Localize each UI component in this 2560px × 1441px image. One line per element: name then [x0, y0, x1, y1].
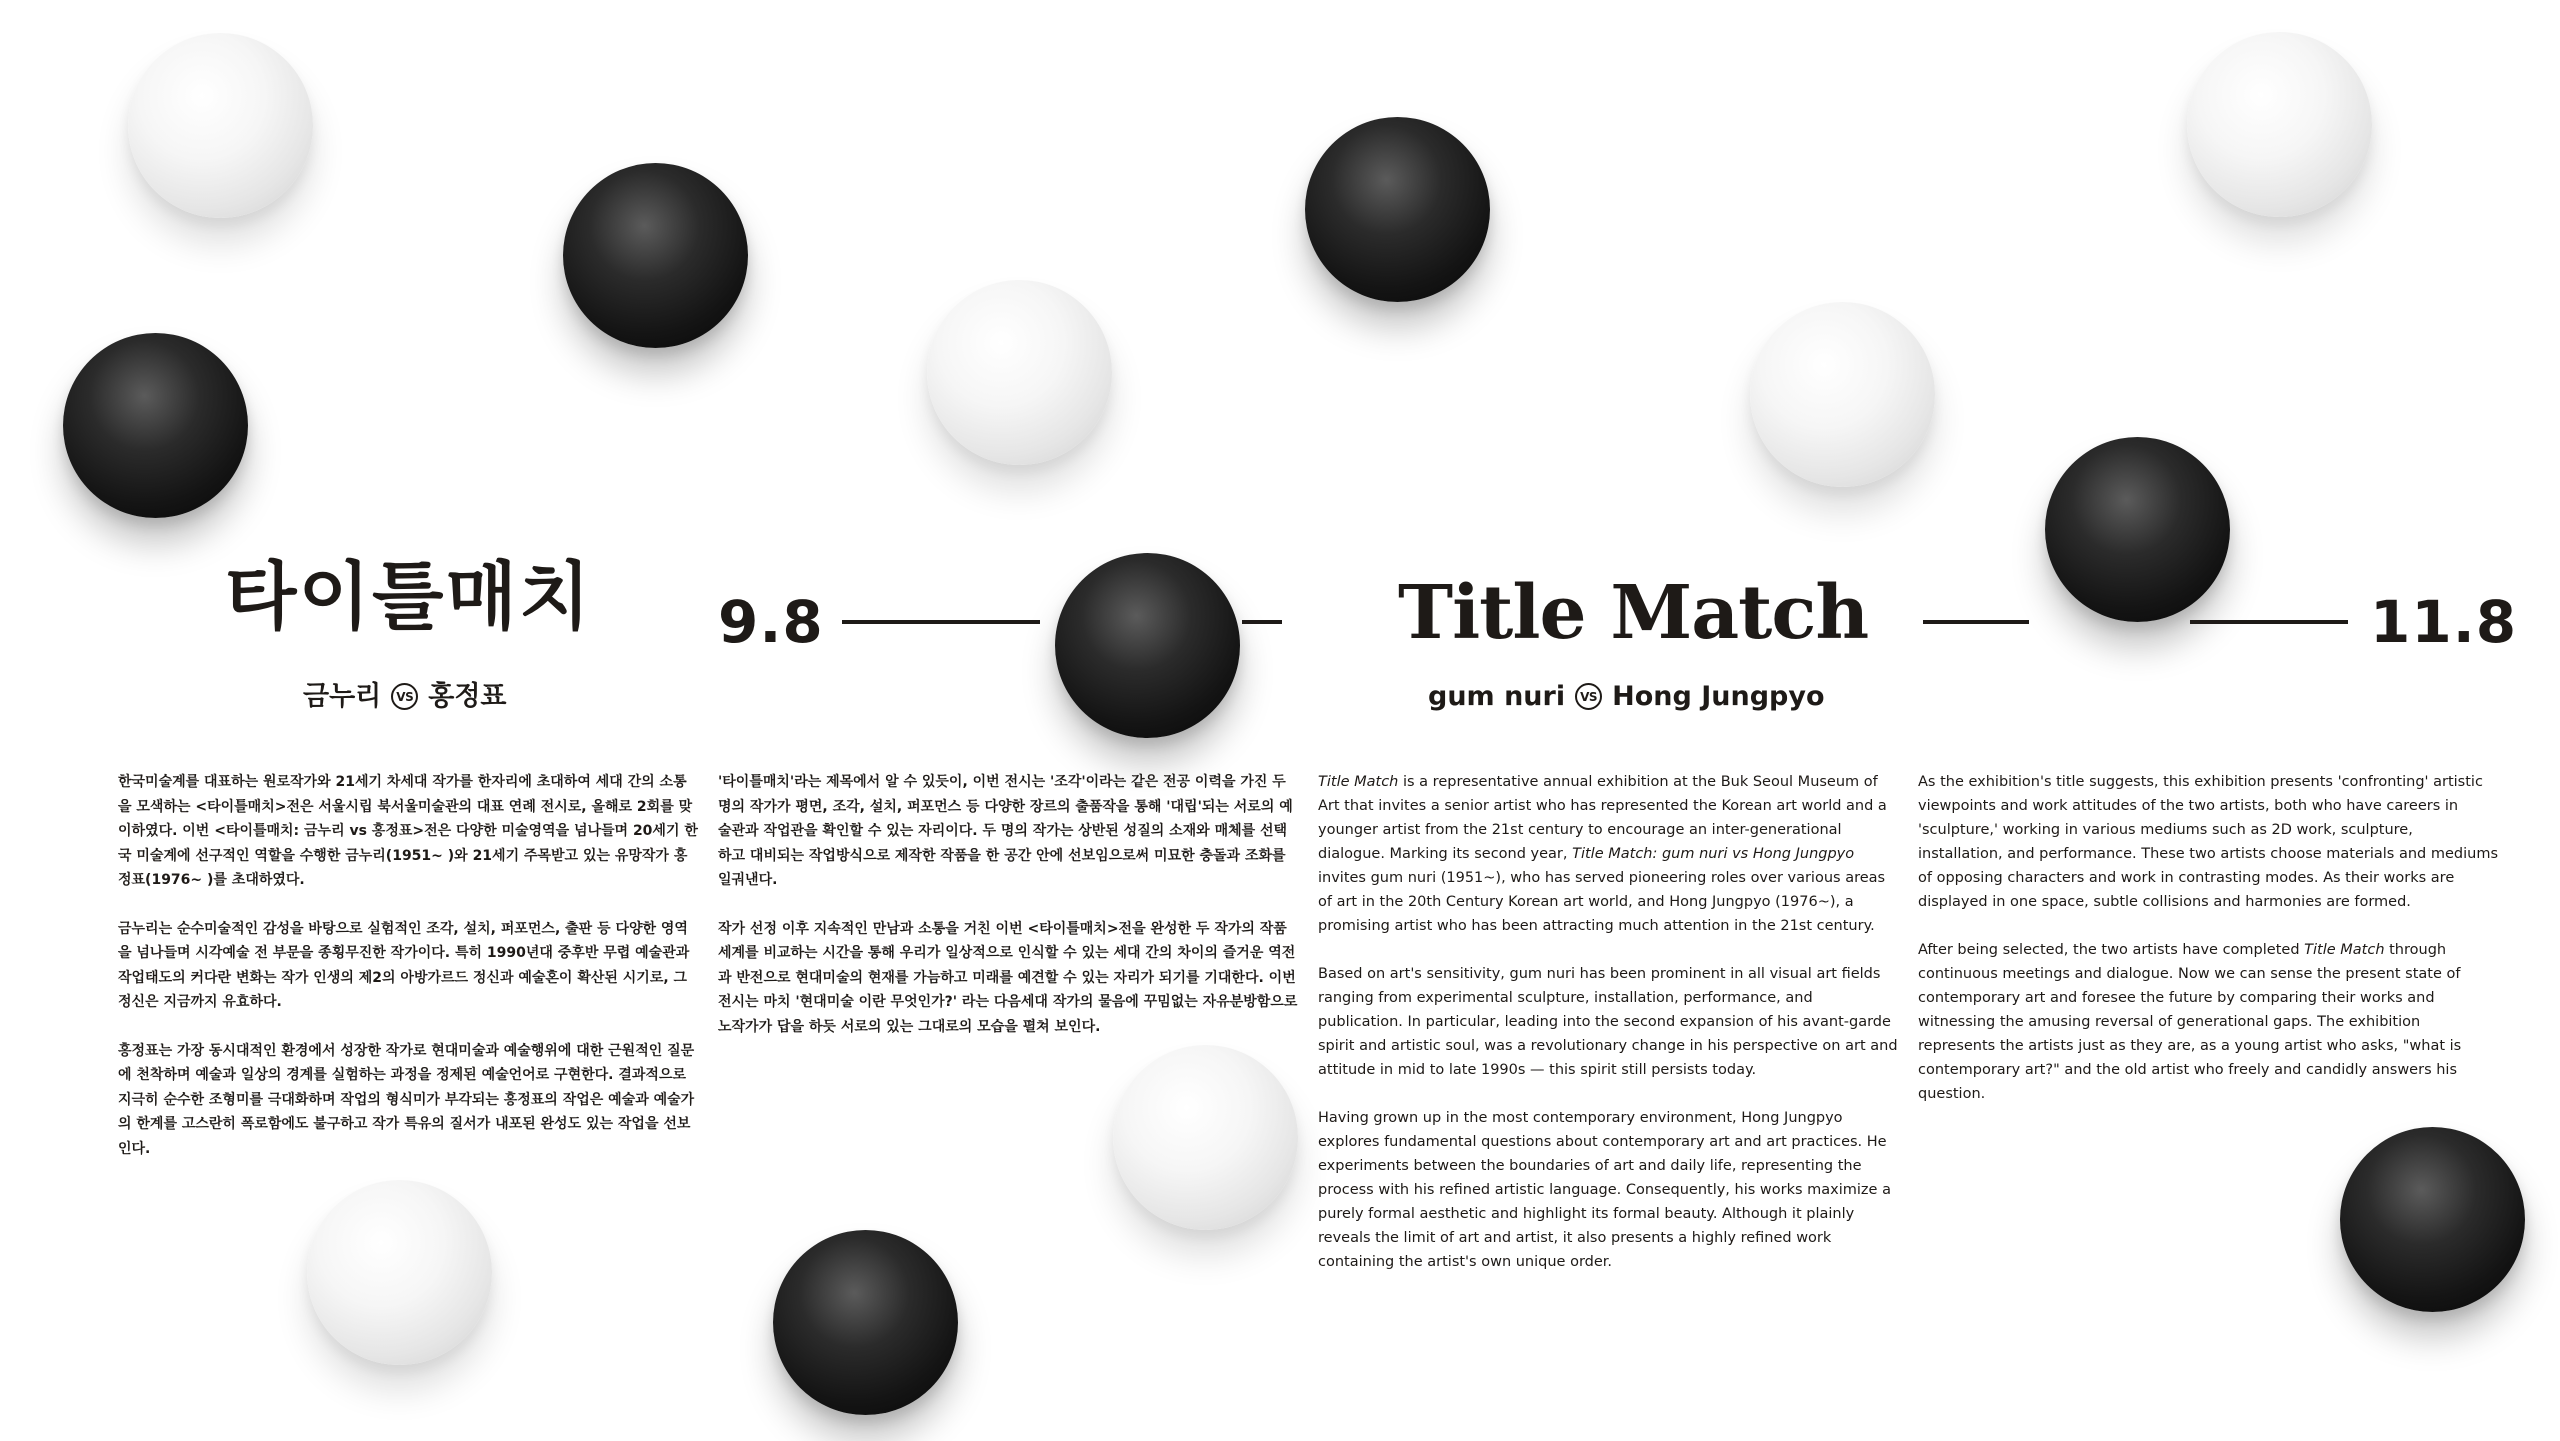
korean-paragraph: '타이틀매치'라는 제목에서 알 수 있듯이, 이번 전시는 '조각'이라는 같은 전공 이력을 가진 두 명의 작가가 평면, 조각, 설치, 퍼포먼스 등 다양한 장르의 출품작을 통해 '대립'되는 서로의 예술관과 작업관을 확인할 수 있는 자리이다. 두 명의 작가는 상반된 성질의 소재와 매체를 선택하고 대비되는 작업방식으로 제작한 작품을 한 공간 안에 선보임으로써 미묘한 충돌과 조화를 일궈낸다.: [718, 774, 1293, 888]
artists-english: [1428, 683, 1825, 710]
english-column-1: [1318, 770, 1898, 1298]
date-start: 9.8: [718, 588, 824, 656]
exhibition-title-italic: Title Match: [1318, 774, 1399, 790]
date-end: 11.8: [2370, 588, 2518, 656]
timeline-rule-1: [842, 620, 1040, 624]
artist-b-english: Hong Jungpyo: [1612, 681, 1825, 712]
vs-badge-english: VS: [1575, 683, 1602, 710]
title-korean: 타이틀매치: [225, 554, 593, 640]
korean-paragraph: 한국미술계를 대표하는 원로작가와 21세기 차세대 작가를 한자리에 초대하여 세대 간의 소통을 모색하는 <타이틀매치>전은 서울시립 북서울미술관의 대표 연례 전시로, 올해로 2회를 맞이하였다. 이번 <타이틀매치: 금누리 vs 홍정표>전은 다양한 미술영역을 넘나들며 20세기 한국 미술계에 선구적인 역할을 수행한 금누리(1951~ )와 21세기 주목받고 있는 유망작가 홍정표(1976~ )를 초대하였다.: [118, 774, 698, 888]
white-stone-3: [1750, 302, 1935, 487]
white-stone-4: [2187, 32, 2372, 217]
white-stone-1: [128, 33, 313, 218]
black-stone-6: [2340, 1127, 2525, 1312]
english-paragraph: Title Match is a representative annual exhibition at the Buk Seoul Museum of Art that invites a senior artist who has represented the Korean art world and a younger artist from the 21st century to encourage an inter-generational dialogue. Marking its second year, Title Match: gum nuri vs Hong Jungpyo invites gum nuri (1951~), who has served pioneering roles over various areas of art in the 20th Century Korean art world, and Hong Jungpyo (1976~), a promising artist who has been attracting much attention in the 21st century.: [1318, 774, 1887, 934]
white-stone-6: [307, 1180, 492, 1365]
white-stone-5: [1113, 1045, 1298, 1230]
black-stone-2: [63, 333, 248, 518]
vs-badge: VS: [391, 683, 418, 710]
artist-b-korean: 홍정표: [428, 681, 507, 712]
black-stone-5: [1055, 553, 1240, 738]
korean-column-1: [118, 770, 698, 1185]
korean-paragraph: 홍정표는 가장 동시대적인 환경에서 성장한 작가로 현대미술과 예술행위에 대한 근원적인 질문에 천착하며 예술과 일상의 경계를 실험하는 과정을 정제된 예술언어로 구현한다. 결과적으로 지극히 순수한 조형미를 극대화하며 작업의 형식미가 부각되는 홍정표의 작업은 예술과 예술가의 한계를 고스란히 폭로함에도 불구하고 작가 특유의 질서가 내포된 완성도 있는 작업을 선보인다.: [118, 1042, 695, 1157]
english-paragraph: Having grown up in the most contemporary environment, Hong Jungpyo explores fundamental questions about contemporary art and art practices. He experiments between the boundaries of art and daily life, representing the process with his refined artistic language. Consequently, his works maximize a purely formal aesthetic and highlight its formal beauty. Although it plainly reveals the limit of art and artist, it also presents a highly refined work containing the artist's own unique order.: [1318, 1110, 1891, 1270]
timeline-rule-2: [1242, 620, 1282, 624]
black-stone-7: [773, 1230, 958, 1415]
korean-paragraph: 금누리는 순수미술적인 감성을 바탕으로 실험적인 조각, 설치, 퍼포먼스, 출판 등 다양한 영역을 넘나들며 시각예술 전 부문을 종횡무진한 작가이다. 특히 1990년대 중후반 무렵 예술관과 작업태도의 커다란 변화는 작가 인생의 제2의 아방가르드 정신과 예술혼이 확산된 시기로, 그 정신은 지금까지 유효하다.: [118, 920, 690, 1010]
english-paragraph: Based on art's sensitivity, gum nuri has been prominent in all visual art fields ranging from experimental sculpture, installation, performance, and publication. In particular, leading into the second expansion of his avant-garde spirit and artistic soul, was a revolutionary change in his perspective on art and attitude in mid to late 1990s — this spirit still persists today.: [1318, 966, 1898, 1078]
artist-a-korean: 금누리: [303, 681, 382, 712]
black-stone-1: [563, 163, 748, 348]
english-column-2: [1918, 770, 2498, 1130]
english-paragraph: As the exhibition's title suggests, this exhibition presents 'confronting' artistic viewpoints and work attitudes of the two artists, both who have careers in 'sculpture,' working in various mediums such as 2D work, sculpture, installation, and performance. These two artists choose materials and mediums of opposing characters and work in contrasting modes. As their works are displayed in one space, subtle collisions and harmonies are formed.: [1918, 774, 2498, 910]
white-stone-2: [927, 280, 1112, 465]
english-paragraph: After being selected, the two artists have completed Title Match through continuous meetings and dialogue. Now we can sense the present state of contemporary art and foresee the future by comparing their works and witnessing the amusing reversal of generational gaps. The exhibition represents the artists just as they are, as a young artist who asks, "what is contemporary art?" and the old artist who freely and candidly answers his question.: [1918, 942, 2462, 1102]
exhibition-title-italic: Title Match: gum nuri vs Hong Jungpyo: [1572, 846, 1855, 862]
timeline-rule-3: [1923, 620, 2029, 624]
korean-column-2: [718, 770, 1298, 1063]
artist-a-english: gum nuri: [1428, 681, 1566, 712]
black-stone-4: [2045, 437, 2230, 622]
korean-paragraph: 작가 선정 이후 지속적인 만남과 소통을 거친 이번 <타이틀매치>전을 완성한 두 작가의 작품 세계를 비교하는 시간을 통해 우리가 일상적으로 인식할 수 있는 세대 간의 차이의 즐거운 역전과 반전으로 현대미술의 현재를 가늠하고 미래를 예견할 수 있는 자리가 되기를 기대한다. 이번 전시는 마치 '현대미술 이란 무엇인가?' 라는 다음세대 작가의 물음에 꾸밈없는 자유분방함으로 노작가가 답을 하듯 서로의 있는 그대로의 모습을 펼쳐 보인다.: [718, 920, 1298, 1035]
black-stone-3: [1305, 117, 1490, 302]
timeline-rule-4: [2190, 620, 2348, 624]
title-english: Title Match: [1398, 570, 1869, 656]
exhibition-title-italic: Title Match: [2304, 942, 2385, 958]
artists-korean: [303, 683, 507, 710]
